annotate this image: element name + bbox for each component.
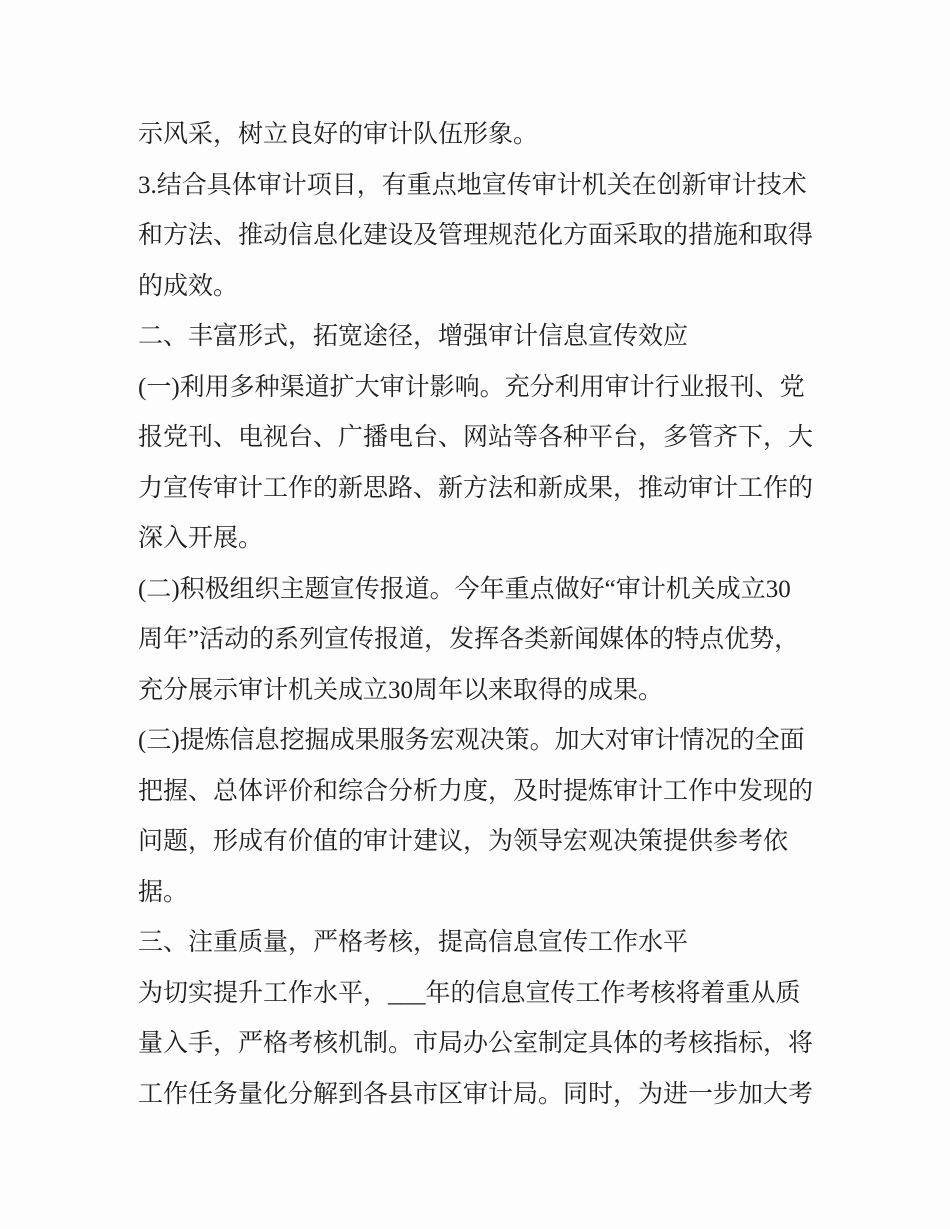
- text-line: 深入开展。: [138, 525, 264, 553]
- text-line: 充分展示审计机关成立30周年以来取得的成果。: [138, 676, 664, 704]
- text-line: (一)利用多种渠道扩大审计影响。充分利用审计行业报刊、党: [138, 373, 805, 401]
- text-line: 二、丰富形式，拓宽途径，增强审计信息宣传效应: [138, 323, 689, 351]
- text-line: 力宣传审计工作的新思路、新方法和新成果，推动审计工作的: [138, 474, 814, 502]
- text-line: 为切实提升工作水平，___年的信息宣传工作考核将着重从质: [138, 979, 801, 1007]
- text-line: 3.结合具体审计项目，有重点地宣传审计机关在创新审计技术: [138, 171, 807, 199]
- text-line: 问题，形成有价值的审计建议，为领导宏观决策提供参考依: [138, 828, 789, 856]
- text-line: 的成效。: [138, 272, 239, 300]
- text-line: 和方法、推动信息化建设及管理规范化方面采取的措施和取得: [138, 222, 814, 250]
- text-line: 把握、总体评价和综合分析力度，及时提炼审计工作中发现的: [138, 777, 814, 805]
- document-text-block: [138, 107, 898, 1117]
- text-line: 示风采，树立良好的审计队伍形象。: [138, 121, 539, 149]
- text-line: 周年”活动的系列宣传报道，发挥各类新闻媒体的特点优势，: [138, 626, 800, 654]
- text-line: 三、注重质量，严格考核，提高信息宣传工作水平: [138, 929, 689, 957]
- text-line: 据。: [138, 878, 189, 906]
- text-line: (三)提炼信息挖掘成果服务宏观决策。加大对审计情况的全面: [138, 727, 805, 755]
- text-line: (二)积极组织主题宣传报道。今年重点做好“审计机关成立30: [138, 575, 791, 603]
- text-line: 量入手，严格考核机制。市局办公室制定具体的考核指标，将: [138, 1030, 814, 1058]
- text-line: 报党刊、电视台、广播电台、网站等各种平台，多管齐下，大: [138, 424, 814, 452]
- text-line: 工作任务量化分解到各县市区审计局。同时，为进一步加大考: [138, 1080, 814, 1108]
